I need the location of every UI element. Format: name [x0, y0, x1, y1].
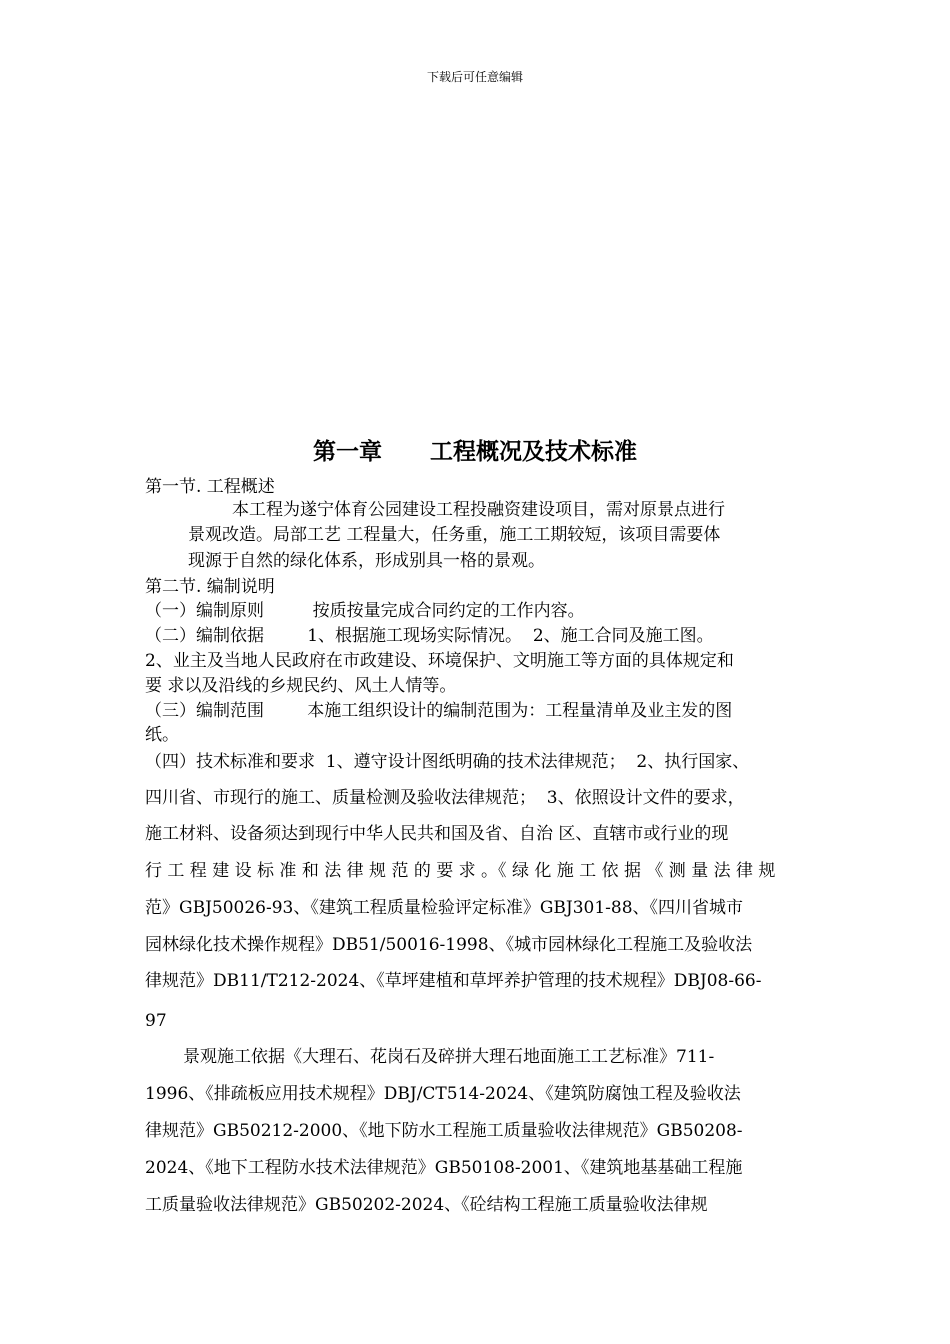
paragraph-line: 现源于自然的绿化体系，形成别具一格的景观。: [188, 551, 545, 571]
paragraph-line: 1996、《排疏板应用技术规程》DBJ/CT514-2024、《建筑防腐蚀工程及验收法: [145, 1084, 741, 1104]
header-note: 下载后可任意编辑: [426, 70, 523, 84]
paragraph-line: 园林绿化技术操作规程》DB51/50016-1998、《城市园林绿化工程施工及验收法: [145, 935, 753, 955]
paragraph-line: 景观改造。局部工艺 工程量大，任务重，施工工期较短，该项目需要体: [188, 525, 721, 545]
section-heading: 第一节. 工程概述: [145, 477, 275, 497]
paragraph-line: 97: [145, 1011, 167, 1031]
paragraph-line: 律规范》DB11/T212-2024、《草坪建植和草坪养护管理的技术规程》DBJ08-66-: [145, 971, 762, 991]
paragraph-line: 范》GBJ50026-93、《建筑工程质量检验评定标准》GBJ301-88、《四川省城市: [145, 898, 744, 918]
paragraph-line: （二）编制依据 1、根据施工现场实际情况。 2、施工合同及施工图。: [145, 626, 714, 646]
paragraph-line: 2、业主及当地人民政府在市政建设、环境保护、文明施工等方面的具体规定和: [145, 651, 734, 671]
paragraph-line: 要 求以及沿线的乡规民约、风土人情等。: [145, 676, 457, 696]
section-heading: 第二节. 编制说明: [145, 577, 275, 597]
paragraph-line: 施工材料、设备须达到现行中华人民共和国及省、自治 区、直辖市或行业的现: [145, 824, 729, 844]
paragraph-line: 本工程为遂宁体育公园建设工程投融资建设项目，需对原景点进行: [232, 500, 725, 520]
paragraph-line: 纸。: [145, 725, 179, 745]
paragraph-line: （四）技术标准和要求 1、遵守设计图纸明确的技术法律规范； 2、执行国家、: [145, 752, 750, 772]
paragraph-line: 景观施工依据《大理石、花岗石及碎拼大理石地面施工工艺标准》711-: [183, 1047, 715, 1067]
paragraph-line: 四川省、市现行的施工、质量检测及验收法律规范； 3、依照设计文件的要求，: [145, 788, 745, 808]
paragraph-line: （一）编制原则 按质按量完成合同约定的工作内容。: [145, 601, 585, 621]
paragraph-line: 律规范》GB50212-2000、《地下防水工程施工质量验收法律规范》GB50208-: [145, 1121, 743, 1141]
paragraph-line: 2024、《地下工程防水技术法律规范》GB50108-2001、《建筑地基基础工程施: [145, 1158, 743, 1178]
paragraph-line: （三）编制范围 本施工组织设计的编制范围为：工程量清单及业主发的图: [145, 701, 733, 721]
chapter-title: 第一章 工程概况及技术标准: [312, 439, 638, 465]
paragraph-line: 工质量验收法律规范》GB50202-2024、《砼结构工程施工质量验收法律规: [145, 1195, 708, 1215]
paragraph-line: 行 工 程 建 设 标 准 和 法 律 规 范 的 要 求 。《 绿 化 施 工 依 据 《 测 量 法 律 规: [145, 861, 776, 881]
